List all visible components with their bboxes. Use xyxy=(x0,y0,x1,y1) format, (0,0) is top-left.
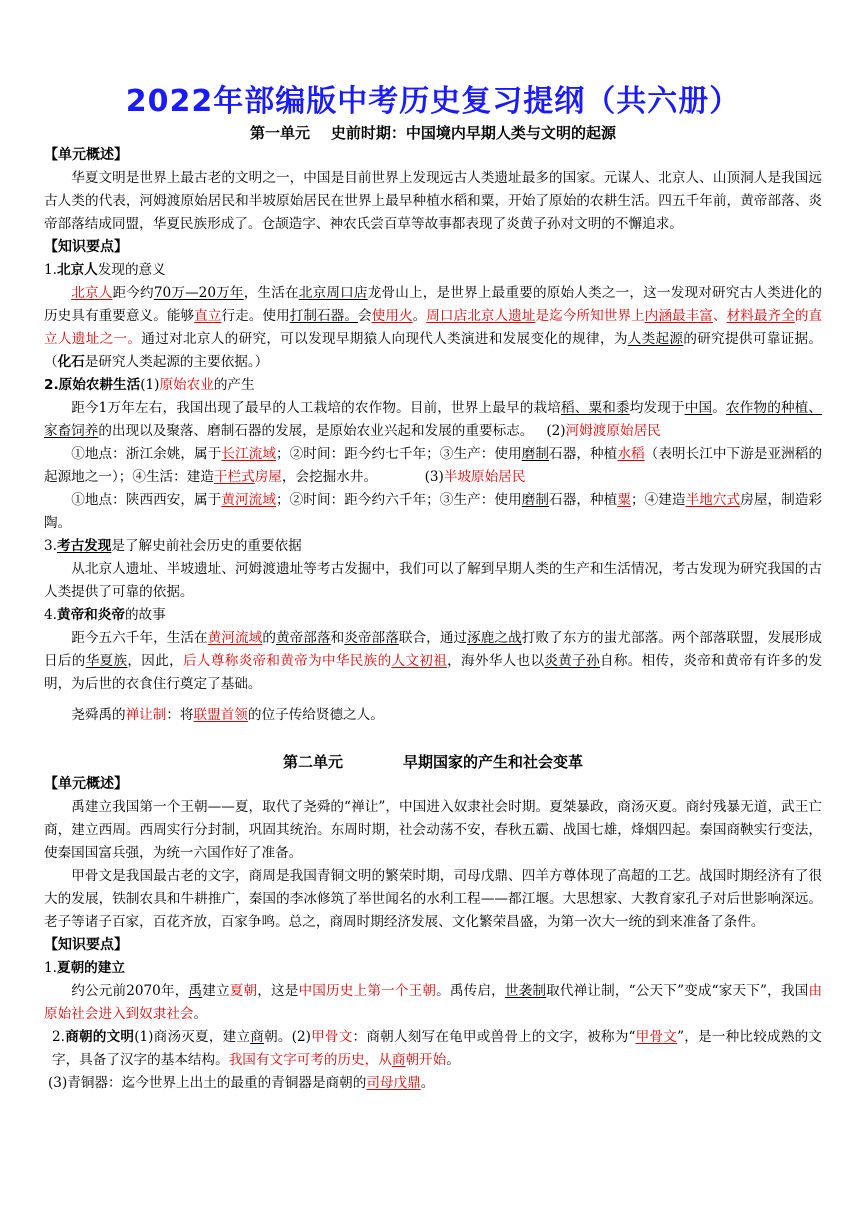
unit2-points-label: 【知识要点】 xyxy=(44,937,128,953)
point4-heading: 4.黄帝和炎帝的故事 xyxy=(44,607,166,623)
point2-heading: 2.原始农耕生活(1)原始农业的产生 xyxy=(44,377,255,393)
shang-body: 2.商朝的文明(1)商汤灭夏，建立商朝。(2)甲骨文：商朝人刻写在龟甲或兽骨上的文字，被称为“甲骨文”，是一种比较成熟的文字，具备了汉字的基本结构。我国有文字可考的历史，从商朝开始。 xyxy=(52,1029,823,1068)
point4-body: 距今五六千年，生活在黄河流域的黄帝部落和炎帝部落联合，通过涿鹿之战打败了东方的蚩尤部落。两个部落联盟，发展形成日后的华夏族，因此，后人尊称炎帝和黄帝为中华民族的人文初祖，海外华人也以炎黄子孙自称。相传，炎帝和黄帝有许多的发明，为后世的衣食住行奠定了基础。 xyxy=(44,630,823,692)
point3-heading: 3.考古发现是了解史前社会历史的重要依据 xyxy=(44,538,302,554)
unit1-overview-text: 华夏文明是世界上最古老的文明之一，中国是目前世界上发现远古人类遗址最多的国家。元谋人、北京人、山顶洞人是我国远古人类的代表，河姆渡原始居民和半坡原始居民在世界上最早种植水稻和粟，开始了原始的农耕生活。四五千年前，黄帝部落、炎帝部落结成同盟，华夏民族形成了。仓颉造字、神农氏尝百草等故事都表现了炎黄子孙对文明的不懈追求。 xyxy=(44,170,822,232)
document-page xyxy=(44,82,822,1095)
banpo-details: ①地点：陕西西安，属于黄河流域；②时间：距今约六千年；③生产：使用磨制石器，种植粟；④建造半地穴式房屋，制造彩陶。 xyxy=(44,492,823,531)
unit2-overview-para2: 甲骨文是我国最古老的文字，商周是我国青铜文明的繁荣时期，司母戊鼎、四羊方尊体现了高超的工艺。战国时期经济有了很大的发展，铁制农具和牛耕推广，秦国的李冰修筑了举世闻名的水利工程——都江堰。大思想家、大教育家孔子对后世影响深远。老子等诸子百家，百花齐放，百家争鸣。总之，商周时期经济发展、文化繁荣昌盛，为第一次大一统的到来准备了条件。 xyxy=(44,868,822,930)
point1-body: 北京人距今约70万—20万年，生活在北京周口店龙骨山上，是世界上最重要的原始人类之一，这一发现对研究古人类进化的历史具有重要意义。能够直立行走。使用打制石器。会使用火。周口店北京人遗址是迄今所知世界上内涵最丰富、材料最齐全的直立人遗址之一。通过对北京人的研究，可以发现早期猿人向现代人类演进和发展变化的规律，为人类起源的研究提供可靠证据。（化石是研究人类起源的主要依据。） xyxy=(44,285,823,370)
xia-body: 约公元前2070年，禹建立夏朝，这是中国历史上第一个王朝。禹传启，世袭制取代禅让制，“公天下”变成“家天下”，我国由原始社会进入到奴隶社会。 xyxy=(44,983,823,1022)
document-title: 2022年部编版中考历史复习提纲（共六册） xyxy=(125,84,741,119)
xia-heading: 1.夏朝的建立 xyxy=(44,960,125,976)
point1-heading: 1.北京人发现的意义 xyxy=(44,262,166,278)
point2-body: 距今1万年左右，我国出现了最早的人工栽培的农作物。目前，世界上最早的栽培稻、粟和黍均发现于中国。农作物的种植、家畜饲养的出现以及聚落、磨制石器的发展，是原始农业兴起和发展的重要标志。 (2)河姆渡原始居民 xyxy=(44,400,823,439)
bronze-body: (3)青铜器：迄今世界上出土的最重的青铜器是商朝的司母戊鼎。 xyxy=(48,1075,435,1091)
hemudu-details: ①地点：浙江余姚，属于长江流域；②时间：距今约七千年；③生产：使用磨制石器，种植水稻（表明长江中下游是亚洲稻的起源地之一）；④生活：建造干栏式房屋，会挖掘水井。 (3)半坡原始居民 xyxy=(44,446,823,485)
unit1-heading: 第一单元 史前时期：中国境内早期人类与文明的起源 xyxy=(250,124,616,142)
unit1-points-label: 【知识要点】 xyxy=(44,239,128,255)
unit2-overview-para1: 禹建立我国第一个王朝——夏，取代了尧舜的“禅让”，中国进入奴隶社会时期。夏桀暴政，商汤灭夏。商纣残暴无道，武王亡商，建立西周。西周实行分封制，巩固其统治。东周时期，社会动荡不安，春秋五霸、战国七雄，烽烟四起。秦国商鞅实行变法，使秦国国富兵强，为统一六国作好了准备。 xyxy=(44,799,822,861)
unit2-overview-label: 【单元概述】 xyxy=(44,776,128,792)
shanrang-note: 尧舜禹的禅让制：将联盟首领的位子传给贤德之人。 xyxy=(71,707,384,723)
point3-body: 从北京人遗址、半坡遗址、河姆渡遗址等考古发掘中，我们可以了解到早期人类的生产和生活情况，考古发现为研究我国的古人类提供了可靠的依据。 xyxy=(44,561,822,600)
unit2-heading: 第二单元 早期国家的产生和社会变革 xyxy=(282,753,584,771)
unit1-overview-label: 【单元概述】 xyxy=(44,147,128,163)
